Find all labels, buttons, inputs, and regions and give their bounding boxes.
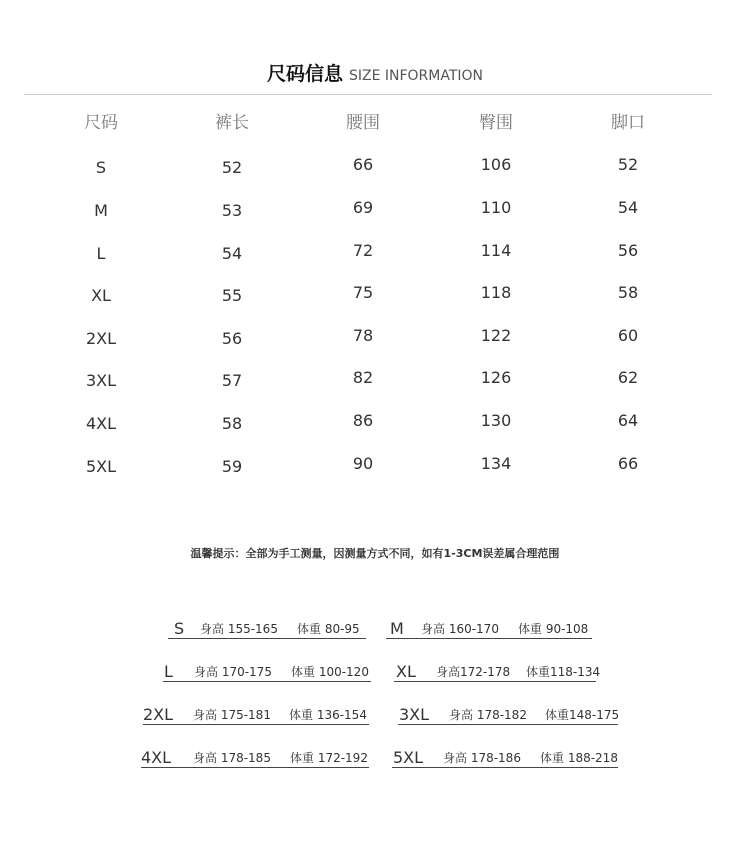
reference-underline [141, 767, 369, 768]
cell-size: 2XL [85, 329, 117, 348]
cell-hip: 134 [480, 454, 512, 473]
reference-weight: 体重 136-154 [289, 708, 367, 722]
cell-length: 54 [221, 244, 243, 263]
cell-hem: 52 [617, 155, 639, 174]
title-english: SIZE INFORMATION [348, 68, 484, 84]
reference-height: 身高 170-175 [194, 665, 272, 679]
cell-hem: 64 [617, 411, 639, 430]
cell-length: 57 [221, 371, 243, 390]
cell-waist: 69 [352, 198, 374, 217]
reference-weight: 体重 90-108 [518, 622, 589, 636]
reference-size: 2XL [143, 705, 174, 724]
reference-underline [392, 767, 618, 768]
reference-underline [163, 681, 371, 682]
reference-size: 5XL [393, 748, 424, 767]
cell-size: 4XL [85, 414, 117, 433]
cell-hem: 60 [617, 326, 639, 345]
reference-underline [168, 638, 366, 639]
title-chinese: 尺码信息 [266, 63, 343, 85]
cell-size: M [94, 201, 108, 220]
reference-size: S [174, 619, 185, 638]
reference-underline [398, 724, 618, 725]
header-size: 尺码 [84, 113, 118, 133]
reference-weight: 体重 100-120 [291, 665, 369, 679]
cell-length: 53 [221, 201, 243, 220]
cell-waist: 78 [352, 326, 374, 345]
reference-size: M [390, 619, 404, 638]
reference-height: 身高 178-182 [449, 708, 527, 722]
cell-size: S [95, 158, 107, 177]
cell-hip: 118 [480, 283, 512, 302]
cell-hem: 56 [617, 241, 639, 260]
reference-size: XL [396, 662, 416, 681]
reference-underline [394, 681, 596, 682]
reference-weight: 体重148-175 [545, 708, 620, 722]
cell-hem: 54 [617, 198, 639, 217]
reference-weight: 体重118-134 [526, 665, 601, 679]
cell-waist: 72 [352, 241, 374, 260]
cell-hip: 114 [480, 241, 512, 260]
reference-height: 身高 175-181 [193, 708, 271, 722]
reference-underline [143, 724, 369, 725]
cell-hip: 130 [480, 411, 512, 430]
cell-hip: 126 [480, 368, 512, 387]
cell-waist: 90 [352, 454, 374, 473]
cell-size: 5XL [85, 457, 117, 476]
cell-hip: 106 [480, 155, 512, 174]
header-hem: 脚口 [611, 113, 645, 133]
reference-underline [386, 638, 592, 639]
header-length: 裤长 [215, 113, 249, 133]
cell-length: 59 [221, 457, 243, 476]
reference-height: 身高 160-170 [421, 622, 499, 636]
cell-size: 3XL [85, 371, 117, 390]
cell-length: 56 [221, 329, 243, 348]
reference-height: 身高 178-185 [193, 751, 271, 765]
cell-hem: 58 [617, 283, 639, 302]
cell-hip: 122 [480, 326, 512, 345]
reference-size: 4XL [141, 748, 172, 767]
reference-height: 身高 178-186 [443, 751, 521, 765]
cell-waist: 86 [352, 411, 374, 430]
cell-length: 52 [221, 158, 243, 177]
cell-size: XL [91, 286, 111, 305]
reference-weight: 体重 80-95 [297, 622, 360, 636]
cell-waist: 82 [352, 368, 374, 387]
reference-height: 身高172-178 [436, 665, 511, 679]
reference-size: 3XL [399, 705, 430, 724]
cell-length: 58 [221, 414, 243, 433]
cell-hem: 62 [617, 368, 639, 387]
header-hip: 臀围 [479, 113, 513, 133]
cell-waist: 66 [352, 155, 374, 174]
cell-length: 55 [221, 286, 243, 305]
cell-hem: 66 [617, 454, 639, 473]
cell-hip: 110 [480, 198, 512, 217]
reference-height: 身高 155-165 [200, 622, 278, 636]
header-waist: 腰围 [346, 113, 380, 133]
reference-weight: 体重 188-218 [540, 751, 618, 765]
reference-size: L [164, 662, 173, 681]
reference-weight: 体重 172-192 [290, 751, 368, 765]
cell-waist: 75 [352, 283, 374, 302]
measurement-note: 温馨提示：全部为手工测量，因测量方式不同，如有1-3CM误差属合理范围 [190, 547, 560, 560]
cell-size: L [96, 244, 106, 263]
